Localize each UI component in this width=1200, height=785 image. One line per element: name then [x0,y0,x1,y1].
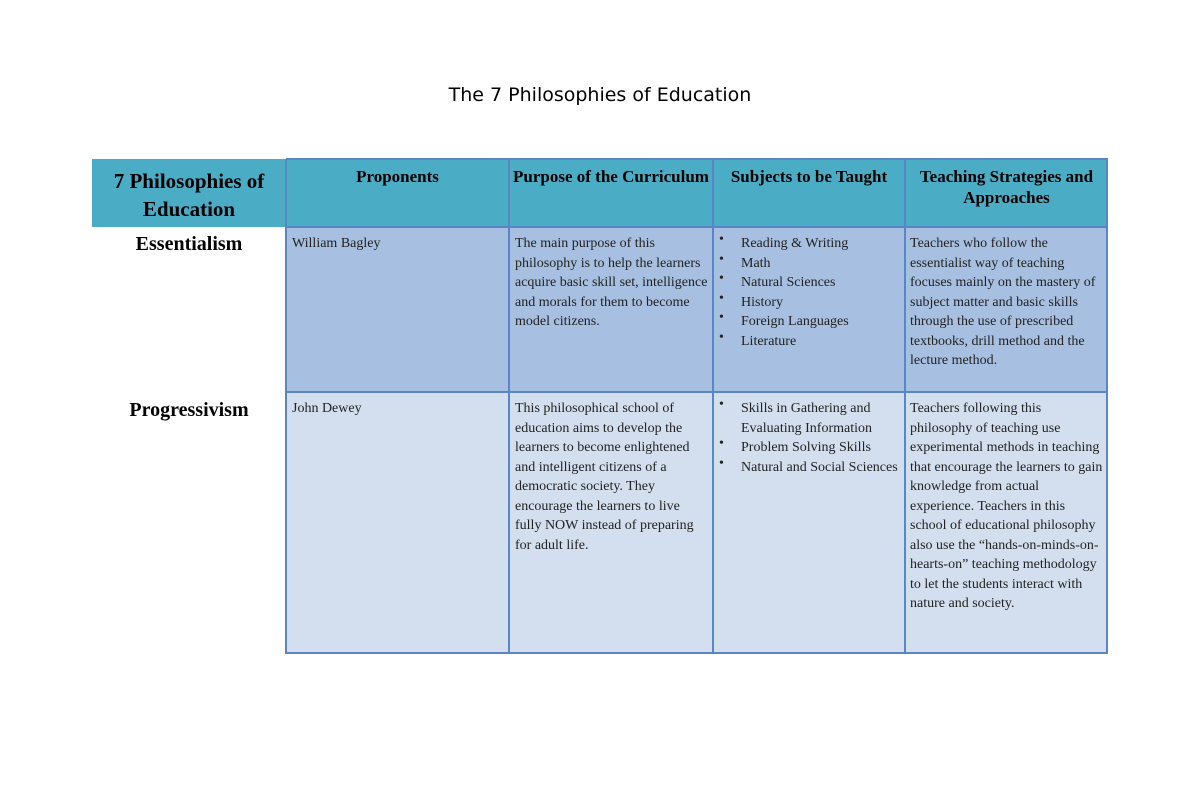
cell-purpose: The main purpose of this philosophy is to help the learners acquire basic skill set, intelligence and morals for them to become model citizens. [515,236,708,329]
subject-item [717,312,901,332]
header-purpose: Purpose of the Curriculum [513,167,709,186]
bullet-icon: • [719,251,724,267]
table-row [286,392,1108,653]
document-title: The 7 Philosophies of Education [448,84,752,106]
subject-text: Problem Solving Skills [741,440,871,455]
subject-text: Literature [741,333,797,349]
cell-strategies: Teachers who follow the essentialist way of teaching focuses mainly on the mastery of subject matter and basic skills through the use of prescribed textbooks, drill method and the lecture method. [910,236,1096,368]
subject-text: Skills in Gathering and Evaluating Information [741,401,873,436]
bullet-icon: • [719,397,724,412]
subject-item [717,273,901,293]
table-divider [286,226,1108,228]
header-strategies: Teaching Strategies and Approaches [919,167,1094,207]
subject-text: Natural Sciences [741,275,836,290]
subject-item [717,399,901,438]
bullet-icon: • [719,290,724,306]
subject-item [717,251,901,274]
subject-item [717,329,901,352]
table-divider [904,159,906,654]
cell-proponents: John Dewey [292,401,362,416]
bullet-icon: • [719,271,724,286]
subjects-list [717,234,901,351]
header-proponents: Proponents [356,167,439,186]
subject-text: Math [741,255,771,271]
cell-purpose: This philosophical school of education aims to develop the learners to become enlightened and intelligent citizens of a democratic society. They encourage the learners to live fully NOW instead of preparing for adult life. [515,401,694,553]
bullet-icon: • [719,455,724,471]
row-label-progressivism: Progressivism [129,399,249,421]
subject-item [717,455,901,478]
cell-strategies: Teachers following this philosophy of teaching use experimental methods in teaching that encourage the learners to gain knowledge from actual experience. Teachers in this school of educational philosophy also use the “hands-on-minds-on-hearts-on” teaching methodology to let the students interact with nature and society. [910,401,1103,611]
header-philosophies: 7 Philosophies of Education [113,169,265,221]
subject-text: Natural and Social Sciences [741,459,898,475]
subject-text: Reading & Writing [741,236,849,251]
row-label-essentialism: Essentialism [135,233,243,255]
bullet-icon: • [719,436,724,451]
table-row [286,227,1108,392]
cell-proponents: William Bagley [292,236,381,251]
table-divider [285,159,287,654]
table-divider [712,159,714,654]
header-subjects: Subjects to be Taught [730,167,888,186]
table-divider [286,158,1108,160]
cell-subjects [713,227,905,392]
bullet-icon: • [719,232,724,247]
subject-text: History [741,294,783,310]
table-divider [286,652,1108,654]
subject-text: Foreign Languages [741,314,849,329]
bullet-icon: • [719,329,724,345]
table-divider [286,391,1108,393]
cell-subjects [713,392,905,653]
subject-item [717,438,901,458]
bullet-icon: • [719,310,724,325]
subject-item [717,234,901,254]
table-divider [508,159,510,654]
table-divider [1106,159,1108,654]
table-header-row [92,159,1108,227]
subjects-list [717,399,901,477]
subject-item [717,290,901,313]
